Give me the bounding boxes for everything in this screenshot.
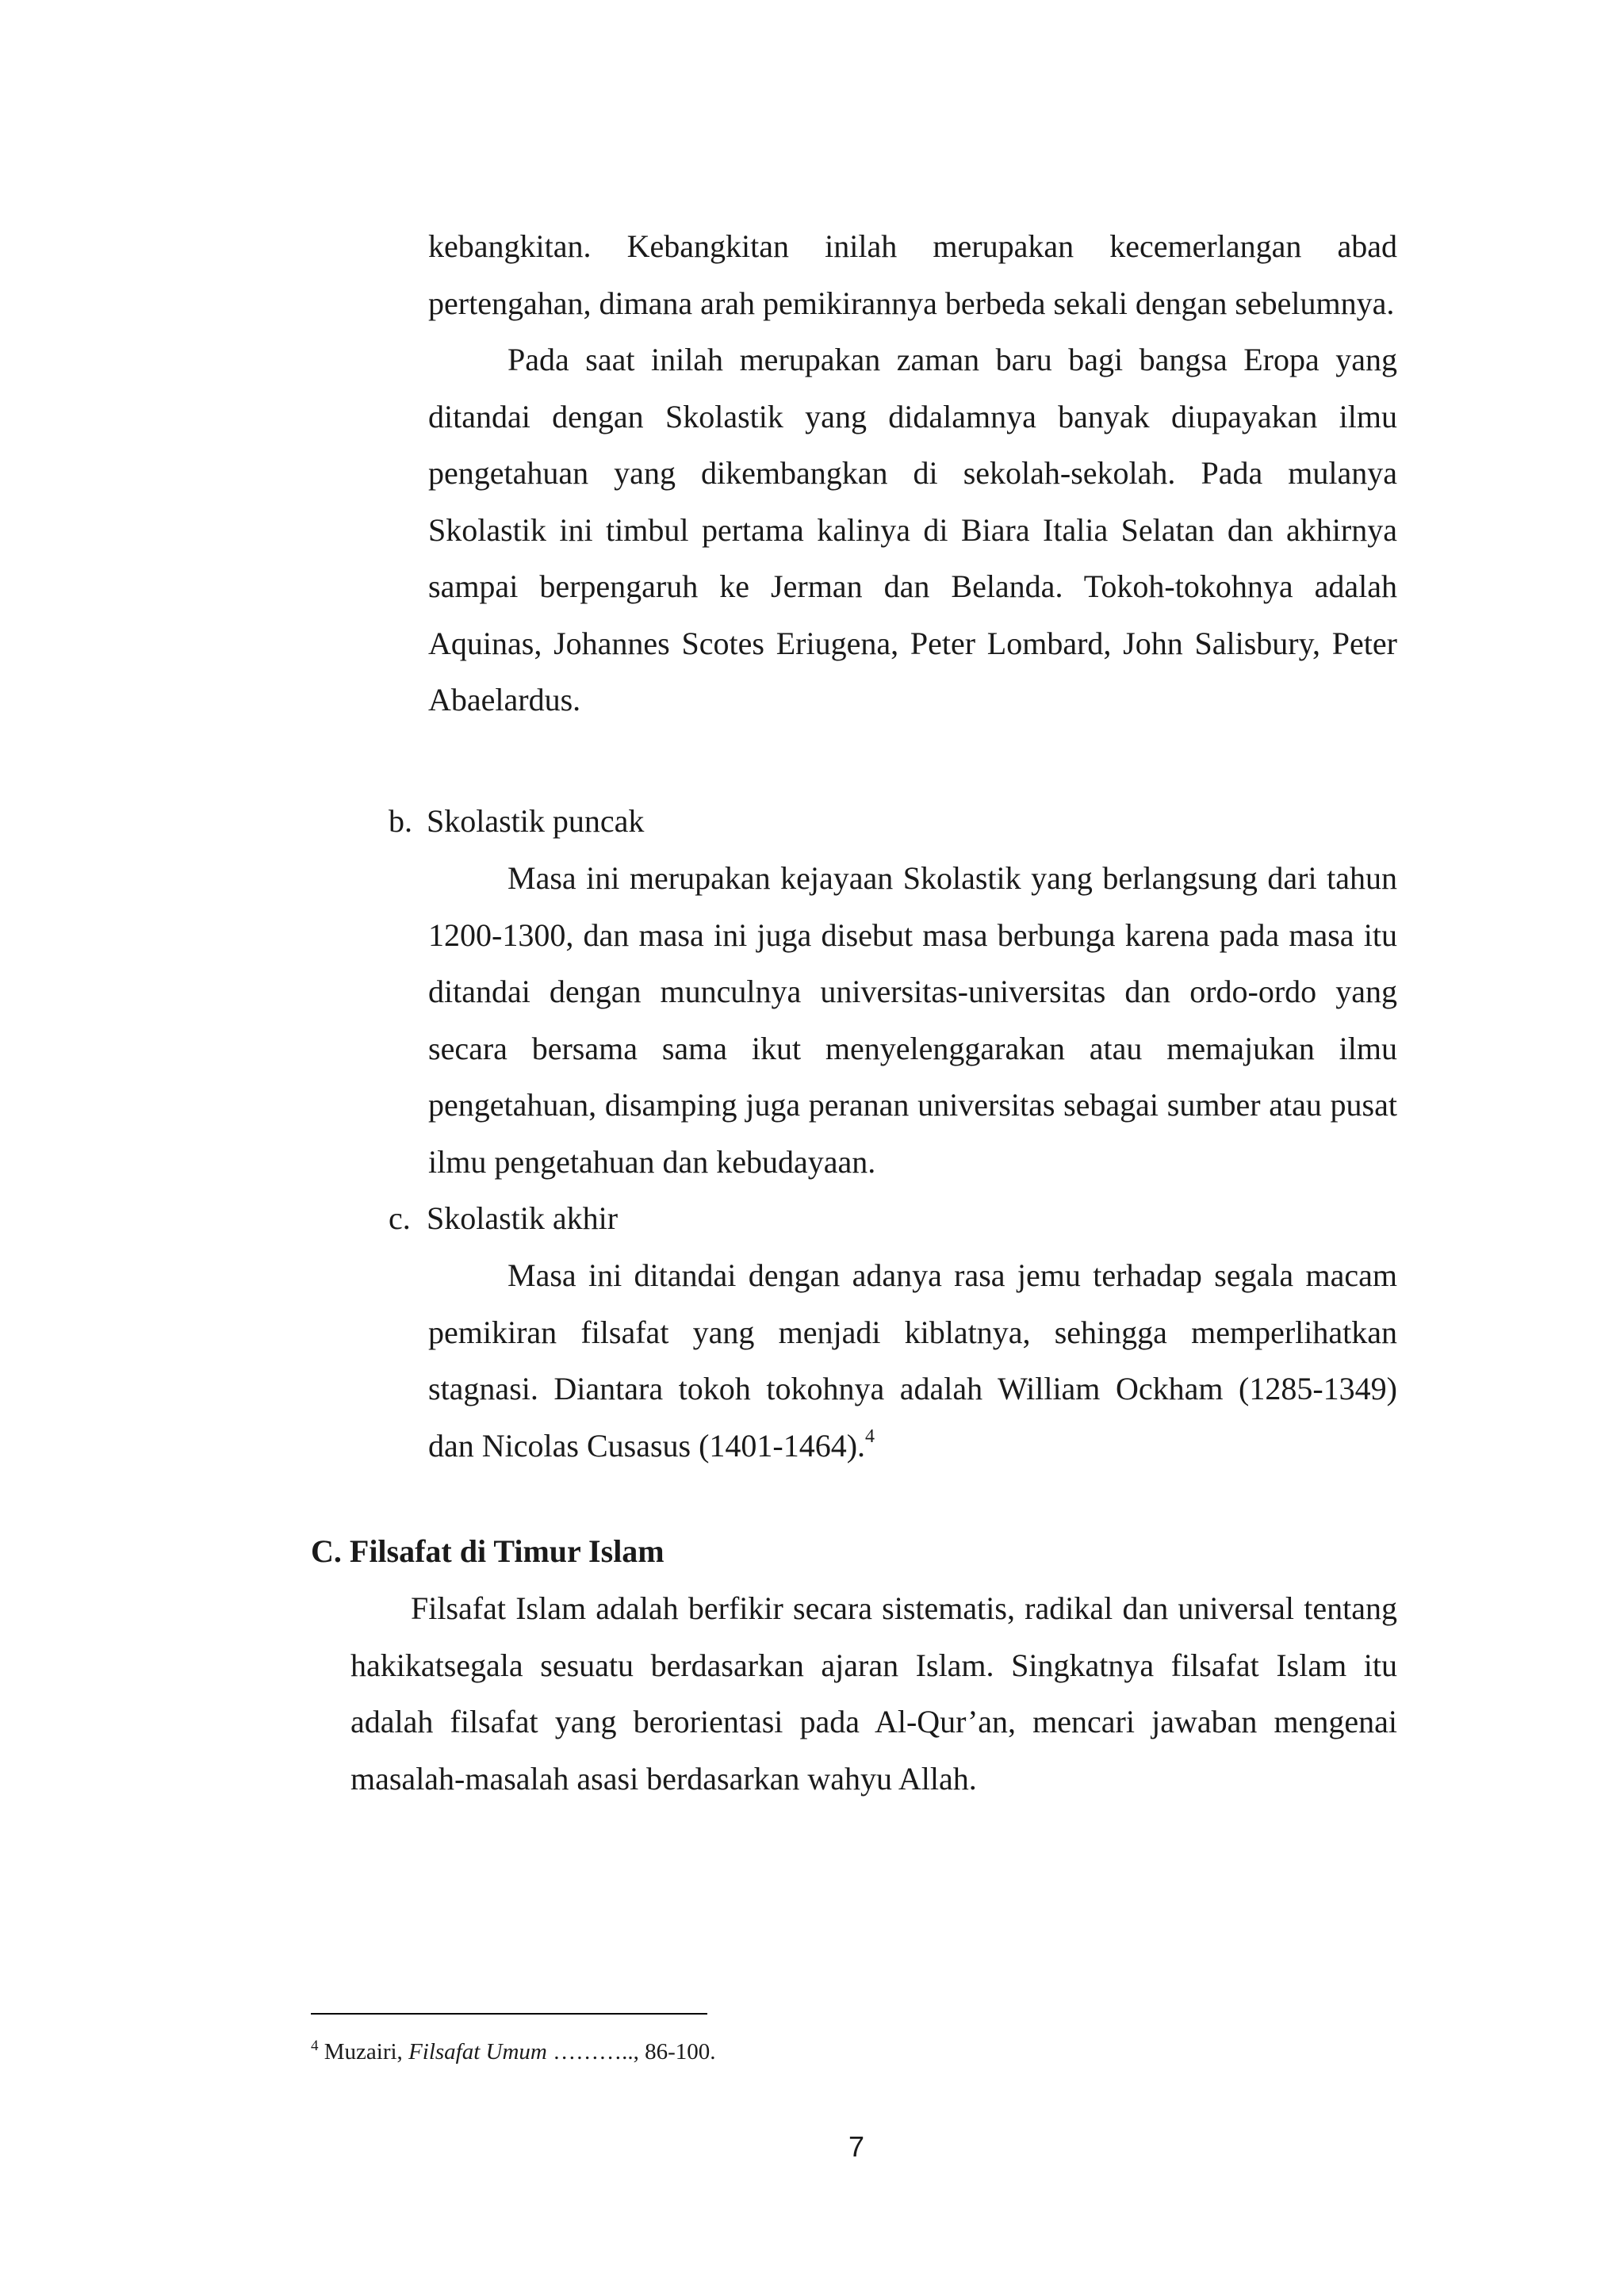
paragraph-skolastik-akhir: [428, 1247, 1397, 1474]
footnote-title: Filsafat Umum: [408, 2039, 547, 2064]
list-title-skolastik-puncak: Skolastik puncak: [427, 803, 645, 839]
footnote-pages: 86-100.: [645, 2039, 716, 2064]
paragraph-group-intro: [428, 218, 1397, 729]
paragraph-zaman-baru: Pada saat inilah merupakan zaman baru bagi bangsa Eropa yang ditandai dengan Skolastik yang didalamnya banyak diupayakan ilmu pengetahuan yang dikembangkan di sekolah-sekolah. Pada mulanya Skolastik ini timbul pertama kalinya di Biara Italia Selatan dan akhirnya sampai berpengaruh ke Jerman dan Belanda. Tokoh-tokohnya adalah Aquinas, Johannes Scotes Eriugena, Peter Lombard, John Salisbury, Peter Abaelardus.: [428, 342, 1397, 718]
paragraph-filsafat-islam: Filsafat Islam adalah berfikir secara sistematis, radikal dan universal tentang hakikatsegala sesuatu berdasarkan ajaran Islam. Singkatnya filsafat Islam itu adalah filsafat yang berorientasi pada Al-Qur’an, mencari jawaban mengenai masalah-masalah asasi berdasarkan wahyu Allah.: [350, 1590, 1397, 1797]
section-heading: C. Filsafat di Timur Islam: [311, 1533, 665, 1569]
footnote-separator: [311, 2013, 707, 2015]
paragraph-kebangkitan: kebangkitan. Kebangkitan inilah merupakan kecemerlangan abad pertengahan, dimana arah pemikirannya berbeda sekali dengan sebelumnya.: [428, 228, 1397, 321]
list-marker-b: b.: [389, 803, 412, 839]
skolastik-akhir-text: Masa ini ditandai dengan adanya rasa jemu terhadap segala macam pemikiran filsafat yang menjadi kiblatnya, sehingga memperlihatkan stagnasi. Diantara tokoh tokohnya adalah William Ockham (1285-1349) dan Nicolas Cusasus (1401-1464).: [428, 1257, 1397, 1464]
footnote-number: 4: [311, 2038, 319, 2054]
page-number: 7: [848, 2130, 865, 2163]
footnote: [311, 2034, 716, 2069]
list-item-c: [389, 1190, 1397, 1247]
list-marker-c: c.: [389, 1200, 411, 1236]
paragraph-skolastik-puncak: Masa ini merupakan kejayaan Skolastik yang berlangsung dari tahun 1200-1300, dan masa ini juga disebut masa berbunga karena pada masa itu ditandai dengan munculnya universitas-universitas dan ordo-ordo yang secara bersama sama ikut menyelenggarakan atau memajukan ilmu pengetahuan, disamping juga peranan universitas sebagai sumber atau pusat ilmu pengetahuan dan kebudayaan.: [428, 860, 1397, 1180]
footnote-reference[interactable]: 4: [865, 1425, 875, 1447]
list-item-b: [389, 793, 1397, 850]
footnote-ellipsis: ………..,: [553, 2039, 639, 2064]
footnote-author: Muzairi,: [324, 2039, 403, 2064]
list-title-skolastik-akhir: Skolastik akhir: [427, 1200, 619, 1236]
